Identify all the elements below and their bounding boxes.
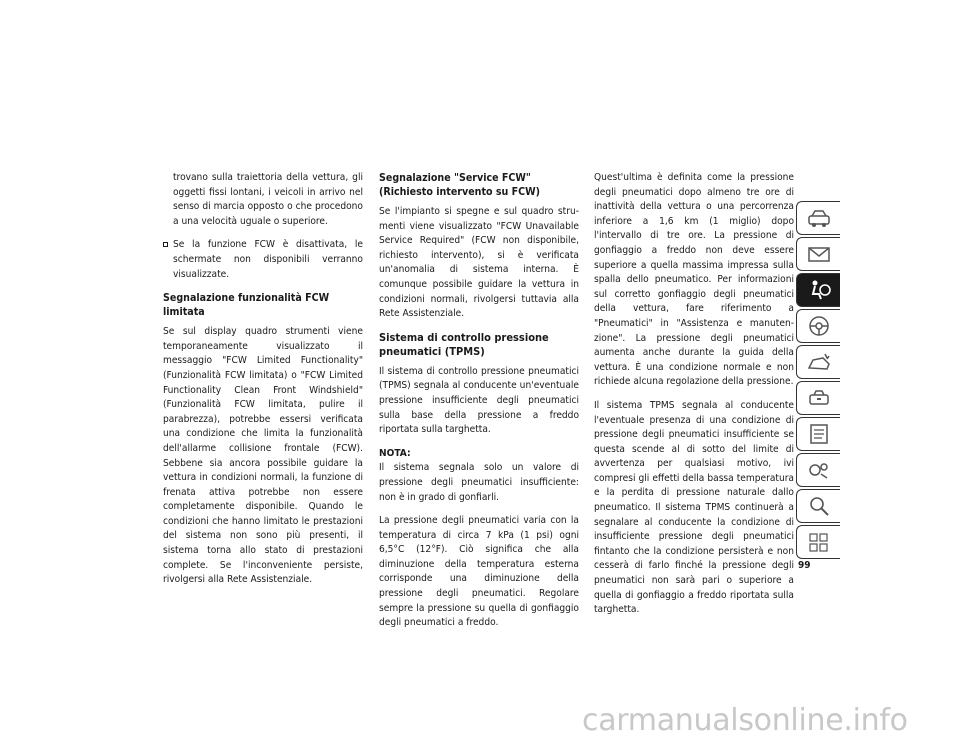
paragraph-continuation: trovano sulla traiettoria della vettura, gli oggetti fissi lontani, i veicoli in arrivo nel senso di marcia opposto o che procedono a una velocità uguale o superiore.: [173, 172, 363, 227]
paragraph-cold-pressure: Quest'ultima è definita come la pressione degli pneumatici dopo almeno tre ore di inattività della vettura o una percorrenza inferiore a 1,6 km (1 miglio) dopo l'intervallo di tre ore. La pressione di gonfiaggio a freddo non deve essere superiore a quella massima impressa sulla spalla dello pneumatico. Per informazioni sul corretto gonfiaggio degli pneumatici della vettura, fare riferimento a "Pneumatici" in "Assistenza e manutenzione". La pressione degli pneumatici aumenta anche durante la guida della vettura. È una condizione normale e non richiede alcuna regolazione della pressione.: [594, 172, 794, 388]
car-dashboard-icon: [805, 206, 833, 230]
car-crash-icon: [805, 350, 833, 374]
airbag-safety-icon: [805, 278, 833, 302]
paragraph-fcw-limited: Se sul display quadro strumenti viene temporaneamente visualizzato il messaggio "FCW Limited Functionality" (Funzionalità FCW limitata) o "FCW Limited Functionality Clean Front Windshield" (Funzionalità FCW limitata, pulire il parabrezza), potrebbe essersi verificata una condizione che limita la funzionalità dell'allarme collisione frontale (FCW). Sebbene sia ancora possibile guidare la vettura in condizioni normali, la funzione di frenata attiva potrebbe non essere completamente disponibile. Quando le condizioni che hanno limitato le prestazioni del sistema non sono più presenti, il sistema torna allo stato di prestazioni complete. Se l'inconveniente persiste, rivolgersi alla Rete Assistenziale.: [163, 326, 363, 586]
square-bullet-icon: [163, 242, 168, 247]
steering-wheel-icon: [805, 314, 833, 338]
warning-message-icon: [805, 242, 833, 266]
paragraph-service-fcw: Se l'impianto si spegne e sul quadro strumenti viene visualizzato "FCW Unavailable Service Required" (FCW non disponibile, richiesto intervento), si è verificata un'anomalia di sistema interna. È comunque possibile guidare la vettura in condizioni normali, rivolgersi tuttavia alla Rete Assistenziale.: [379, 206, 579, 320]
car-service-icon: [805, 386, 833, 410]
column-3: [594, 171, 794, 627]
section-heading-fcw-limited: Segnalazione funzionalità FCW limitata: [163, 292, 330, 319]
section-heading-tpms: Sistema di controllo pressione pneumatici (TPMS): [379, 330, 549, 358]
section-heading-service-fcw: Segnalazione "Service FCW" (Richiesto intervento su FCW): [379, 172, 541, 198]
paragraph-tpms-warning: Il sistema TPMS segnala al conducente l'eventuale presenza di una condizione di pressione degli pneumatici insufficiente se questa scende al di sotto del limite di avvertenza per qualsiasi motivo, ivi compresi gli effetti della bassa temperatura e la perdita di pressione naturale dallo pneumatico. Il sistema TPMS continuerà a segnalare al conducente la condizione di insufficiente pressione degli pneumatici fintanto che la condizione persisterà e non cesserà di farlo finché la pressione degli pneumatici non sarà pari o superiore a quella di gonfiaggio a freddo riportata sulla targhetta.: [594, 399, 794, 616]
multilanguage-index-icon: [805, 530, 833, 554]
tab-car-service[interactable]: [796, 381, 840, 415]
tab-multilanguage-index[interactable]: [796, 525, 840, 559]
paragraph-pressure-temperature: La pressione degli pneumatici varia con la temperatura di circa 7 kPa (1 psi) ogni 6,5°C (12°F). Ciò significa che alla diminuzione della temperatura esterna corrisponde una diminuzione della pressione degli pneumatici. Regolare sempre la pressione su quella di gonfiaggio degli pneumatici a freddo.: [379, 515, 579, 629]
tab-checklist[interactable]: [796, 417, 840, 451]
tab-car-dashboard[interactable]: [796, 201, 840, 235]
note-text: Il sistema segnala solo un valore di pressione degli pneumatici insufficiente: non è in grado di gonfiarli.: [379, 462, 579, 503]
tab-media-controls[interactable]: [796, 453, 840, 487]
media-controls-icon: [805, 458, 833, 482]
page-number: 99: [798, 560, 811, 571]
column-1: [163, 171, 363, 597]
tab-airbag-safety[interactable]: [796, 273, 840, 307]
column-2: [379, 171, 579, 640]
tab-steering-wheel[interactable]: [796, 309, 840, 343]
paragraph-tpms-intro: Il sistema di controllo pressione pneumatici (TPMS) segnala al conducente un'eventuale pressione insufficiente degli pneumatici sulla base della pressione a freddo riportata sulla targhetta.: [379, 365, 579, 436]
tab-car-crash[interactable]: [796, 345, 840, 379]
checklist-icon: [805, 422, 833, 446]
watermark: carmanualsonline.info: [582, 703, 908, 738]
tab-warning-message[interactable]: [796, 237, 840, 271]
tab-search[interactable]: [796, 489, 840, 523]
chapter-tabs-sidebar: [796, 201, 840, 561]
note-title: NOTA:: [379, 447, 411, 459]
bullet-text: Se la funzione FCW è disattivata, le schermate non disponibili verranno visualizzate.: [173, 239, 363, 280]
magnifier-search-icon: [805, 494, 833, 518]
bullet-item: [163, 238, 363, 282]
